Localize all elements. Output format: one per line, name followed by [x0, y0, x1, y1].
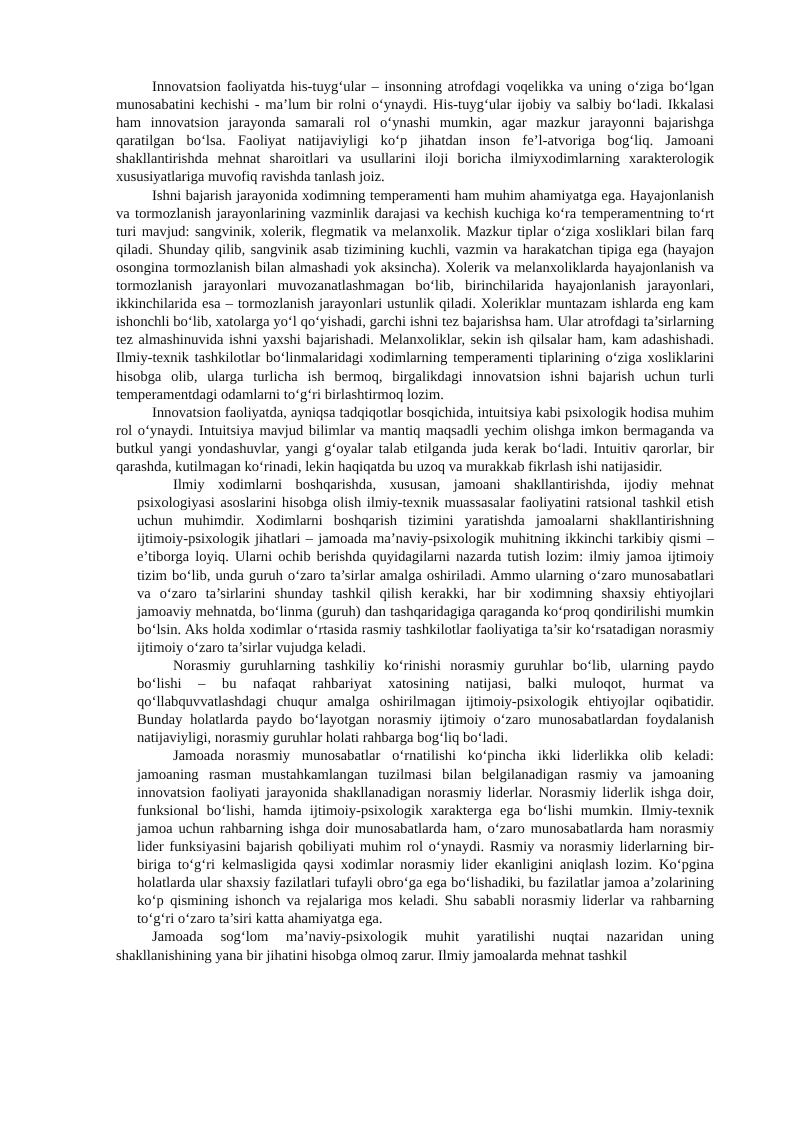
- paragraph-emotions: Innovatsion faoliyatda his-tuyg‘ular – insonning atrofdagi voqelikka va uning o‘ziga bo‘lgan munosabatini kechishi - ma’lum bir rolni o‘ynaydi. His-tuyg‘ular ijobiy va salbiy bo‘ladi. Ikkalasi ham innovatsion jarayonda samarali rol o‘ynashi mumkin, agar mazkur jarayonni bajarishga qaratilgan bo‘lsa. Faoliyat natijaviyligi ko‘p jihatdan inson fe’l-atvoriga bog‘liq. Jamoani shakllantirishda mehnat sharoitlari va usullarini iloji boricha ilmiyxodimlarning xarakterologik xususiyatlariga muvofiq ravishda tanlash joiz.: [116, 79, 714, 186]
- paragraph-informal-groups: Norasmiy guruhlarning tashkiliy ko‘rinishi norasmiy guruhlar bo‘lib, ularning paydo bo‘lishi – bu nafaqat rahbariyat xatosining natijasi, balki muloqot, hurmat va qo‘llabquvvatlashdagi chuqur amalga oshirilmagan ijtimoiy-psixologik ehtiyojlar oqibatidir. Bunday holatlarda paydo bo‘layotgan norasmiy ijtimoiy o‘zaro munosabatlardan foydalanish natijaviyligi, norasmiy guruhlar holati rahbarga bog‘liq bo‘ladi.: [137, 658, 714, 747]
- document-page: [116, 78, 714, 965]
- paragraph-intuition: Innovatsion faoliyatda, ayniqsa tadqiqotlar bosqichida, intuitsiya kabi psixologik hodisa muhim rol o‘ynaydi. Intuitsiya mavjud bilimlar va mantiq maqsadli yechim olishga imkon bermaganda va butkul yangi yondashuvlar, yangi g‘oyalar talab etilganda juda kerak bo‘ladi. Intuitiv qarorlar, bir qarashda, kutilmagan ko‘rinadi, lekin haqiqatda bu uzoq va murakkab fikrlash ishi natijasidir.: [116, 404, 714, 475]
- paragraph-temperament: Ishni bajarish jarayonida xodimning temperamenti ham muhim ahamiyatga ega. Hayajonlanish va tormozlanish jarayonlarining vazminlik darajasi va kechish kuchiga ko‘ra temperamentning to‘rt turi mavjud: sangvinik, xolerik, flegmatik va melanxolik. Mazkur tiplar o‘ziga xosliklari bilan farq qiladi. Shunday qilib, sangvinik asab tizimining kuchli, vazmin va harakatchan tipiga ega (hayajon osongina tormozlanish bilan almashadi yok aksincha). Xolerik va melanxoliklarda hayajonlanish va tormozlanish jarayonlari muvozanatlashmagan bo‘lib, birinchilarida hayajonlanish jarayonlari, ikkinchilarida esa – tormozlanish jarayonlari ustunlik qiladi. Xoleriklar muntazam ishlarda eng kam ishonchli bo‘lib, xatolarga yo‘l qo‘yishadi, garchi ishni tez bajarishsa ham. Ular atrofdagi ta’sirlarning tez almashinuvida ishni yaxshi bajarishadi. Melanxoliklar, sekin ish qilsalar ham, kam adashishadi. Ilmiy-texnik tashkilotlar bo‘linmalaridagi xodimlarning temperamenti tiplarining o‘ziga xosliklarini hisobga olib, ularga turlicha ish bermoq, birgalikdagi innovatsion ishni bajarish uchun turli temperamentdagi odamlarni to‘g‘ri birlashtirmoq lozim.: [116, 187, 714, 403]
- paragraph-staff-management: Ilmiy xodimlarni boshqarishda, xususan, jamoani shakllantirishda, ijodiy mehnat psixologiyasi asoslarini hisobga olish ilmiy-texnik muassasalar faoliyatini ratsional tashkil etish uchun muhimdir. Xodimlarni boshqarish tizimini yaratishda jamoalarni shakllantirishning ijtimoiy-psixologik jihatlari – jamoada ma’naviy-psixologik muhitning ikkinchi tarkibiy qismi – e’tiborga loyiq. Ularni ochib berishda quyidagilarni nazarda tutish lozim: ilmiy jamoa ijtimoiy tizim bo‘lib, unda guruh o‘zaro ta’sirlar amalga oshiriladi. Ammo ularning o‘zaro munosabatlari va o‘zaro ta’sirlarini shunday tashkil qilish kerakki, har bir xodimning shaxsiy ehtiyojlari jamoaviy mehnatda, bo‘linma (guruh) dan tashqaridagiga qaraganda ko‘proq qondirilishi mumkin bo‘lsin. Aks holda xodimlar o‘rtasida rasmiy tashkilotlar faoliyatiga ta’sir ko‘rsatadigan norasmiy ijtimoiy o‘zaro ta’sirlar vujudga keladi.: [137, 477, 714, 656]
- paragraph-informal-leadership: Jamoada norasmiy munosabatlar o‘rnatilishi ko‘pincha ikki liderlikka olib keladi: jamoaning rasman mustahkamlangan tuzilmasi bilan belgilanadigan rasmiy va jamoaning innovatsion faoliyati jarayonida shakllanadigan norasmiy liderlar. Norasmiy liderlik ishga doir, funksional bo‘lishi, hamda ijtimoiy-psixologik xarakterga ega bo‘lishi mumkin. Ilmiy-texnik jamoa uchun rahbarning ishga doir munosabatlarda ham, o‘zaro munosabatlarda ham norasmiy lider funksiyasini bajarish qobiliyati muhim rol o‘ynaydi. Rasmiy va norasmiy liderlarning bir-biriga to‘g‘ri kelmasligida qaysi xodimlar norasmiy lider ekanligini aniqlash lozim. Ko‘pgina holatlarda ular shaxsiy fazilatlari tufayli obro‘ga ega bo‘lishadiki, bu fazilatlar jamoa a’zolarining ko‘p qismining ishonch va rejalariga mos keladi. Shu sababli norasmiy liderlar va rahbarning to‘g‘ri o‘zaro ta’siri katta ahamiyatga ega.: [137, 748, 714, 928]
- paragraph-healthy-climate: Jamoada sog‘lom ma’naviy-psixologik muhit yaratilishi nuqtai nazaridan uning shakllanishining yana bir jihatini hisobga olmoq zarur. Ilmiy jamoalarda mehnat tashkil: [116, 929, 714, 964]
